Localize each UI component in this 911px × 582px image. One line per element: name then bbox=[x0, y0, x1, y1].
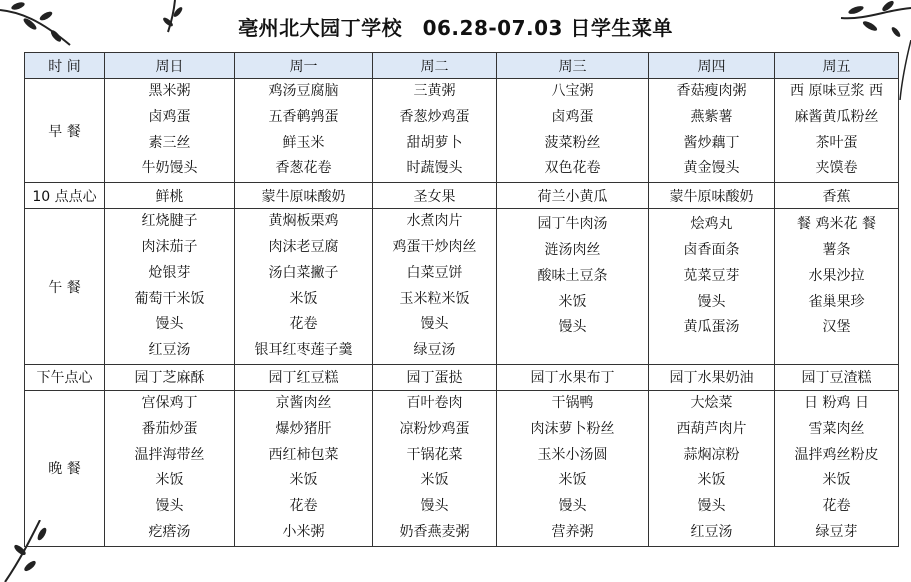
day-header-friday: 周五 bbox=[775, 53, 899, 79]
menu-item: 花卷 bbox=[289, 316, 318, 333]
menu-item: 鸡蛋干炒肉丝 bbox=[392, 238, 477, 255]
snack-cell: 园丁豆渣糕 bbox=[775, 364, 899, 390]
menu-item: 馒头 bbox=[697, 293, 726, 310]
lunch-cell bbox=[775, 209, 899, 365]
day-header-thursday: 周四 bbox=[649, 53, 775, 79]
menu-item: 爆炒猪肝 bbox=[275, 420, 332, 437]
lunch-cell bbox=[105, 209, 235, 365]
menu-item: 素三丝 bbox=[148, 134, 191, 151]
snack-cell: 园丁水果布丁 bbox=[497, 364, 649, 390]
breakfast-cell bbox=[649, 79, 775, 183]
menu-item: 米饭 bbox=[289, 290, 318, 307]
snack-cell: 蒙牛原味酸奶 bbox=[235, 183, 373, 209]
snack-cell: 香蕉 bbox=[775, 183, 899, 209]
snack-cell: 园丁蛋挞 bbox=[373, 364, 497, 390]
day-header-sunday: 周日 bbox=[105, 53, 235, 79]
menu-item: 黄瓜蛋汤 bbox=[683, 319, 740, 336]
menu-item: 黄焖板栗鸡 bbox=[268, 213, 339, 230]
menu-item: 水果沙拉 bbox=[808, 267, 865, 284]
day-header-tuesday: 周二 bbox=[373, 53, 497, 79]
snack-pm-row bbox=[25, 364, 899, 390]
menu-item: 银耳红枣莲子羹 bbox=[254, 342, 353, 359]
breakfast-cell bbox=[105, 79, 235, 183]
dinner-cell bbox=[373, 390, 497, 546]
menu-item: 卤鸡蛋 bbox=[148, 108, 191, 125]
menu-item: 酸味土豆条 bbox=[537, 267, 608, 284]
lunch-cell bbox=[649, 209, 775, 365]
menu-item: 凉粉炒鸡蛋 bbox=[399, 420, 470, 437]
lunch-cell bbox=[497, 209, 649, 365]
menu-item: 营养粥 bbox=[551, 523, 594, 540]
menu-item: 黄金馒头 bbox=[683, 160, 740, 177]
meal-label-snack-pm: 下午点心 bbox=[25, 364, 105, 390]
menu-item: 米饭 bbox=[558, 472, 587, 489]
menu-item: 烩鸡丸 bbox=[690, 216, 733, 233]
menu-item: 红烧腱子 bbox=[141, 213, 198, 230]
dinner-cell bbox=[105, 390, 235, 546]
menu-item: 茶叶蛋 bbox=[815, 134, 858, 151]
snack-10-row bbox=[25, 183, 899, 209]
menu-item: 黑米粥 bbox=[148, 83, 191, 99]
breakfast-cell bbox=[373, 79, 497, 183]
time-column-header: 时 间 bbox=[25, 53, 105, 79]
menu-item: 肉沫老豆腐 bbox=[268, 238, 339, 255]
dinner-row bbox=[25, 390, 899, 546]
menu-item: 米饭 bbox=[289, 472, 318, 489]
menu-item: 绿豆芽 bbox=[815, 523, 858, 540]
header-row bbox=[25, 53, 899, 79]
menu-item: 涟汤肉丝 bbox=[544, 241, 601, 258]
menu-item: 馒头 bbox=[558, 498, 587, 515]
menu-item: 大烩菜 bbox=[690, 394, 733, 411]
snack-cell: 荷兰小黄瓜 bbox=[497, 183, 649, 209]
meal-label-lunch: 午 餐 bbox=[25, 209, 105, 365]
menu-item: 花卷 bbox=[822, 498, 851, 515]
menu-item: 日 粉鸡 日 bbox=[804, 394, 869, 411]
menu-item: 卤香面条 bbox=[683, 241, 740, 258]
menu-item: 馒头 bbox=[420, 316, 449, 333]
menu-item: 双色花卷 bbox=[544, 160, 601, 177]
snack-cell: 园丁红豆糕 bbox=[235, 364, 373, 390]
weekly-menu-table bbox=[24, 52, 899, 547]
menu-item: 三黄粥 bbox=[413, 83, 456, 99]
lunch-row bbox=[25, 209, 899, 365]
snack-cell: 圣女果 bbox=[373, 183, 497, 209]
menu-item: 奶香燕麦粥 bbox=[399, 523, 470, 540]
menu-item: 鲜玉米 bbox=[282, 134, 325, 151]
menu-item: 绿豆汤 bbox=[413, 342, 456, 359]
menu-item: 小米粥 bbox=[282, 523, 325, 540]
lunch-cell bbox=[235, 209, 373, 365]
menu-item: 米饭 bbox=[155, 472, 184, 489]
menu-item: 五香鹌鹑蛋 bbox=[268, 108, 339, 125]
menu-item: 夹馍卷 bbox=[815, 160, 858, 177]
menu-item: 汉堡 bbox=[822, 319, 851, 336]
menu-item: 菠菜粉丝 bbox=[544, 134, 601, 151]
menu-item: 干锅花菜 bbox=[406, 446, 463, 463]
menu-item: 馒头 bbox=[155, 316, 184, 333]
menu-item: 酱炒藕丁 bbox=[683, 134, 740, 151]
menu-item: 米饭 bbox=[822, 472, 851, 489]
snack-cell: 园丁水果奶油 bbox=[649, 364, 775, 390]
menu-item: 宫保鸡丁 bbox=[141, 394, 198, 411]
menu-item: 疙瘩汤 bbox=[148, 523, 191, 540]
menu-item: 蒜焖凉粉 bbox=[683, 446, 740, 463]
menu-item: 西红柿包菜 bbox=[268, 446, 339, 463]
menu-item: 香菇瘦肉粥 bbox=[676, 83, 747, 99]
menu-item: 西 原味豆浆 西 bbox=[790, 83, 883, 99]
breakfast-cell bbox=[235, 79, 373, 183]
dinner-cell bbox=[235, 390, 373, 546]
breakfast-cell bbox=[497, 79, 649, 183]
menu-item: 白菜豆饼 bbox=[406, 264, 463, 281]
dinner-cell bbox=[649, 390, 775, 546]
snack-cell: 鲜桃 bbox=[105, 183, 235, 209]
meal-label-snack-10: 10 点点心 bbox=[25, 183, 105, 209]
menu-item: 米饭 bbox=[697, 472, 726, 489]
menu-item: 西葫芦肉片 bbox=[676, 420, 747, 437]
menu-item: 馒头 bbox=[420, 498, 449, 515]
menu-item: 麻酱黄瓜粉丝 bbox=[794, 108, 879, 125]
menu-item: 苋菜豆芽 bbox=[683, 267, 740, 284]
menu-item: 卤鸡蛋 bbox=[551, 108, 594, 125]
menu-item: 汤白菜撇子 bbox=[268, 264, 339, 281]
menu-item: 肉沫萝卜粉丝 bbox=[530, 420, 615, 437]
menu-item: 水煮肉片 bbox=[406, 213, 463, 230]
menu-item: 馒头 bbox=[155, 498, 184, 515]
menu-item: 馒头 bbox=[558, 319, 587, 336]
menu-item: 干锅鸭 bbox=[551, 394, 594, 411]
menu-item: 雪菜肉丝 bbox=[808, 420, 865, 437]
breakfast-row bbox=[25, 79, 899, 183]
day-header-wednesday: 周三 bbox=[497, 53, 649, 79]
menu-item: 馒头 bbox=[697, 498, 726, 515]
menu-item: 温拌鸡丝粉皮 bbox=[794, 446, 879, 463]
menu-item: 鸡汤豆腐脑 bbox=[268, 83, 339, 99]
dinner-cell bbox=[497, 390, 649, 546]
page-title: 亳州北大园丁学校 06.28-07.03 日学生菜单 bbox=[238, 16, 673, 40]
menu-item: 牛奶馒头 bbox=[141, 160, 198, 177]
breakfast-cell bbox=[775, 79, 899, 183]
menu-item: 餐 鸡米花 餐 bbox=[797, 216, 876, 233]
menu-item: 甜胡萝卜 bbox=[406, 134, 463, 151]
menu-item: 玉米粒米饭 bbox=[399, 290, 470, 307]
menu-item: 炝银芽 bbox=[148, 264, 191, 281]
menu-item: 米饭 bbox=[558, 293, 587, 310]
menu-item: 时蔬馒头 bbox=[406, 160, 463, 177]
menu-item: 花卷 bbox=[289, 498, 318, 515]
menu-item: 燕紫薯 bbox=[690, 108, 733, 125]
meal-label-dinner: 晚 餐 bbox=[25, 390, 105, 546]
menu-item: 雀巢果珍 bbox=[808, 293, 865, 310]
menu-item: 八宝粥 bbox=[551, 83, 594, 99]
snack-cell: 园丁芝麻酥 bbox=[105, 364, 235, 390]
menu-item: 百叶卷肉 bbox=[406, 394, 463, 411]
menu-item: 香葱花卷 bbox=[275, 160, 332, 177]
menu-item: 薯条 bbox=[822, 241, 851, 258]
snack-cell: 蒙牛原味酸奶 bbox=[649, 183, 775, 209]
menu-item: 香葱炒鸡蛋 bbox=[399, 108, 470, 125]
lunch-cell bbox=[373, 209, 497, 365]
meal-label-breakfast: 早 餐 bbox=[25, 79, 105, 183]
menu-item: 园丁牛肉汤 bbox=[537, 216, 608, 233]
menu-item: 京酱肉丝 bbox=[275, 394, 332, 411]
menu-item: 温拌海带丝 bbox=[134, 446, 205, 463]
menu-item: 红豆汤 bbox=[148, 342, 191, 359]
day-header-monday: 周一 bbox=[235, 53, 373, 79]
menu-item: 番茄炒蛋 bbox=[141, 420, 198, 437]
menu-item: 米饭 bbox=[420, 472, 449, 489]
menu-item: 玉米小汤圆 bbox=[537, 446, 608, 463]
menu-item: 葡萄干米饭 bbox=[134, 290, 205, 307]
dinner-cell bbox=[775, 390, 899, 546]
menu-item: 红豆汤 bbox=[690, 523, 733, 540]
menu-item: 肉沫茄子 bbox=[141, 238, 198, 255]
